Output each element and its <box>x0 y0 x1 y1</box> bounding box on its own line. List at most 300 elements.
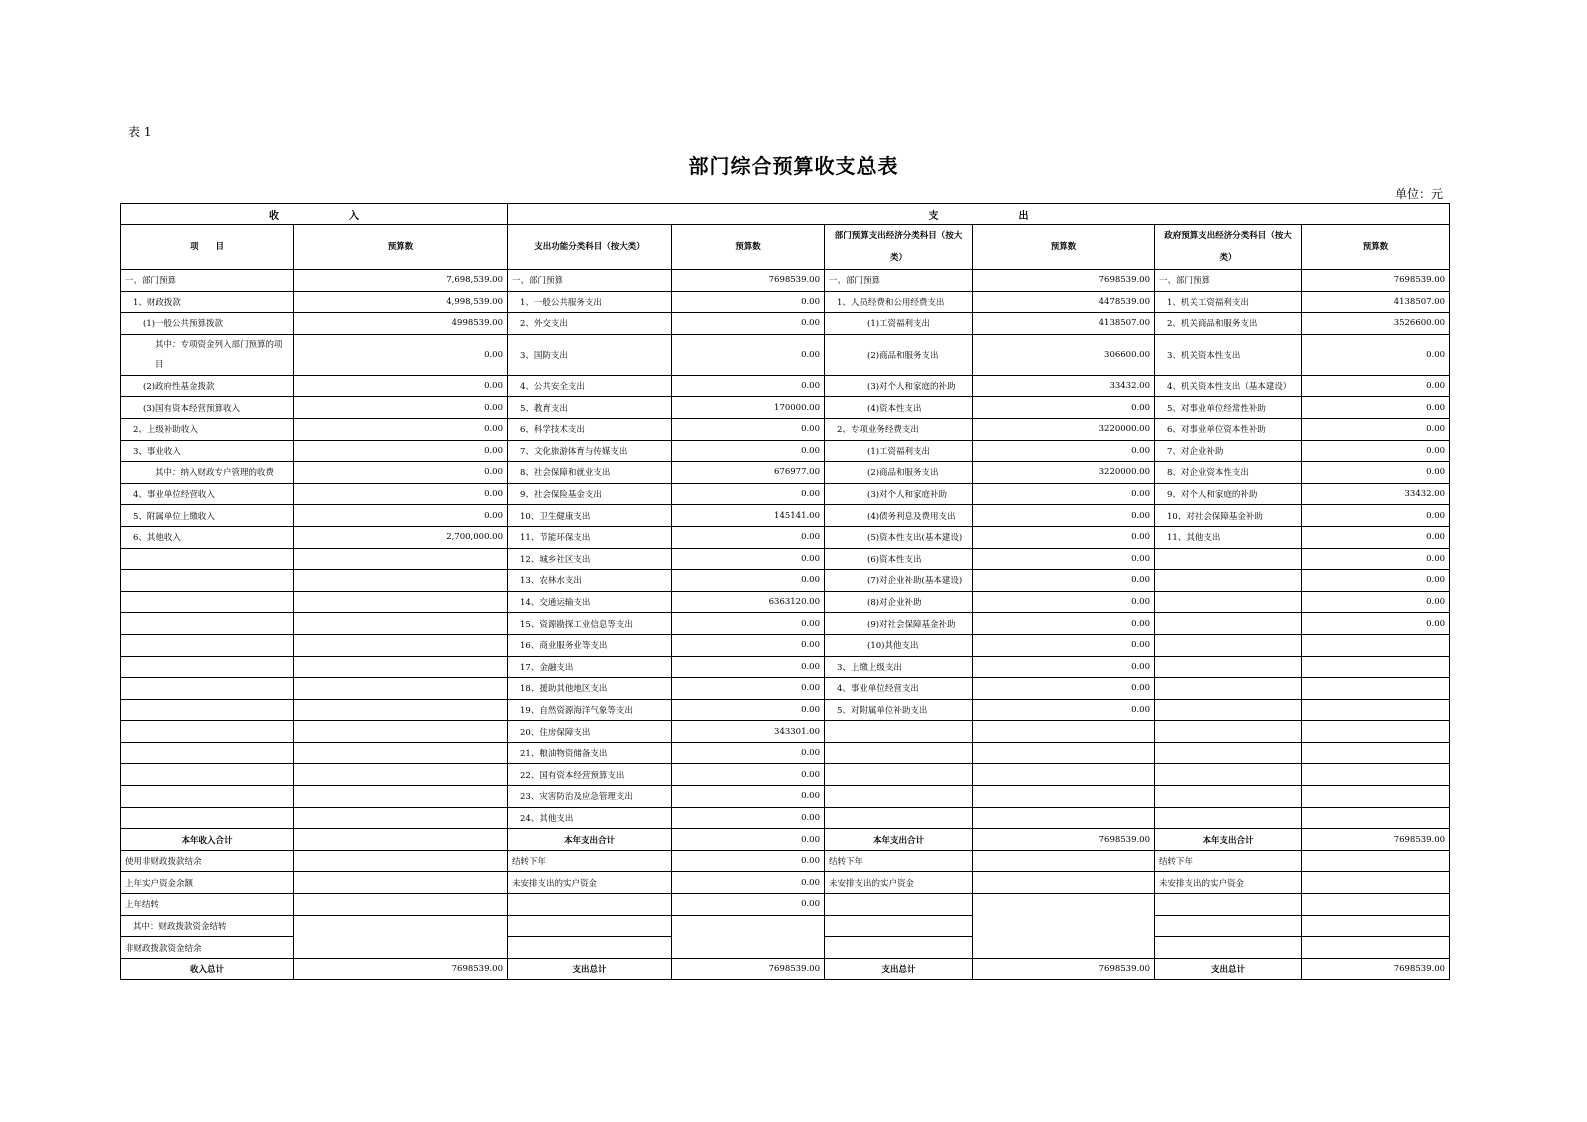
table-row <box>121 462 1450 484</box>
dept-item <box>825 764 973 786</box>
dept-value: 0.00 <box>973 570 1155 592</box>
year-func-total-value: 0.00 <box>672 829 825 851</box>
gov-item <box>1155 699 1302 721</box>
gov-value: 0.00 <box>1302 418 1450 440</box>
dept-value: 3220000.00 <box>973 462 1155 484</box>
func-item: 16、商业服务业等支出 <box>508 634 672 656</box>
year-dept-total-value: 7698539.00 <box>973 829 1155 851</box>
income-item: 4、事业单位经营收入 <box>121 483 294 505</box>
dept-item: (10)其他支出 <box>825 634 973 656</box>
gov-value <box>1302 764 1450 786</box>
func-value: 0.00 <box>672 742 825 764</box>
dept-item: 5、对附属单位补助支出 <box>825 699 973 721</box>
page-title: 部门综合预算收支总表 <box>688 154 899 178</box>
func-item: 5、教育支出 <box>508 397 672 419</box>
table-row <box>121 613 1450 635</box>
extra-row <box>121 872 1450 894</box>
column-header-row <box>121 225 1450 270</box>
income-item <box>121 678 294 700</box>
gov-item <box>1155 742 1302 764</box>
gov-item <box>1155 548 1302 570</box>
income-item: 其中：纳入财政专户管理的收费 <box>121 462 294 484</box>
table-row <box>121 313 1450 335</box>
extra-gov-item <box>1155 937 1302 959</box>
extra-income-item: 非财政拨款资金结余 <box>121 937 294 959</box>
dept-value: 0.00 <box>973 483 1155 505</box>
income-item <box>121 656 294 678</box>
year-dept-total-label: 本年支出合计 <box>825 829 973 851</box>
func-value: 0.00 <box>672 764 825 786</box>
dept-value: 0.00 <box>973 397 1155 419</box>
income-item <box>121 634 294 656</box>
func-item: 11、节能环保支出 <box>508 526 672 548</box>
func-item: 18、援助其他地区支出 <box>508 678 672 700</box>
extra-func-value: 0.00 <box>672 894 825 916</box>
dept-item: (8)对企业补助 <box>825 591 973 613</box>
income-item: (2)政府性基金拨款 <box>121 375 294 397</box>
extra-dept-item: 未安排支出的实户资金 <box>825 872 973 894</box>
income-value: 0.00 <box>294 462 508 484</box>
table-row <box>121 764 1450 786</box>
extra-gov-value <box>1302 894 1450 916</box>
income-value <box>294 570 508 592</box>
func-item: 21、粮油物资储备支出 <box>508 742 672 764</box>
col-header-func: 支出功能分类科目（按大类） <box>508 225 672 270</box>
func-grand-total-value: 7698539.00 <box>672 958 825 980</box>
income-grand-total-value: 7698539.00 <box>294 958 508 980</box>
gov-value: 0.00 <box>1302 440 1450 462</box>
table-row <box>121 742 1450 764</box>
dept-item: (3)对个人和家庭补助 <box>825 483 973 505</box>
gov-item <box>1155 591 1302 613</box>
table-row <box>121 375 1450 397</box>
dept-value: 0.00 <box>973 656 1155 678</box>
year-income-total-label: 本年收入合计 <box>121 829 294 851</box>
func-value: 145141.00 <box>672 505 825 527</box>
func-value: 0.00 <box>672 786 825 808</box>
func-value: 0.00 <box>672 334 825 375</box>
income-value <box>294 678 508 700</box>
table-row <box>121 505 1450 527</box>
income-item <box>121 613 294 635</box>
func-value: 343301.00 <box>672 721 825 743</box>
income-item <box>121 807 294 829</box>
dept-value <box>973 786 1155 808</box>
gov-value <box>1302 742 1450 764</box>
func-value: 0.00 <box>672 483 825 505</box>
func-item: 15、资源勘探工业信息等支出 <box>508 613 672 635</box>
extra-dept-item <box>825 937 973 959</box>
table-row <box>121 807 1450 829</box>
extra-income-item: 上年实户资金余额 <box>121 872 294 894</box>
income-item <box>121 764 294 786</box>
gov-item: 7、对企业补助 <box>1155 440 1302 462</box>
dept-value <box>973 764 1155 786</box>
income-value <box>294 613 508 635</box>
func-item: 2、外交支出 <box>508 313 672 335</box>
year-gov-total-value: 7698539.00 <box>1302 829 1450 851</box>
func-value: 0.00 <box>672 570 825 592</box>
gov-item <box>1155 721 1302 743</box>
func-item: 22、国有资本经营预算支出 <box>508 764 672 786</box>
grand-total-row <box>121 958 1450 980</box>
func-value: 0.00 <box>672 291 825 313</box>
gov-item <box>1155 656 1302 678</box>
table-body <box>121 204 1450 980</box>
func-value: 0.00 <box>672 526 825 548</box>
func-item: 1、一般公共服务支出 <box>508 291 672 313</box>
year-func-total-label: 本年支出合计 <box>508 829 672 851</box>
dept-item: 1、人员经费和公用经费支出 <box>825 291 973 313</box>
income-value <box>294 742 508 764</box>
func-value: 0.00 <box>672 634 825 656</box>
income-value <box>294 786 508 808</box>
col-header-dept-budget: 预算数 <box>973 225 1155 270</box>
table-row <box>121 699 1450 721</box>
gov-item <box>1155 678 1302 700</box>
dept-grand-total-value: 7698539.00 <box>973 958 1155 980</box>
extra-income-item: 上年结转 <box>121 894 294 916</box>
gov-value <box>1302 678 1450 700</box>
dept-value <box>973 807 1155 829</box>
dept-item: (5)资本性支出(基本建设) <box>825 526 973 548</box>
income-value <box>294 764 508 786</box>
income-value: 0.00 <box>294 483 508 505</box>
extra-gov-value <box>1302 872 1450 894</box>
extra-dept-item: 结转下年 <box>825 850 973 872</box>
func-value: 0.00 <box>672 699 825 721</box>
extra-income-item: 使用非财政拨款结余 <box>121 850 294 872</box>
func-item: 3、国防支出 <box>508 334 672 375</box>
dept-value: 0.00 <box>973 699 1155 721</box>
income-item <box>121 742 294 764</box>
gov-value <box>1302 634 1450 656</box>
col-header-func-budget: 预算数 <box>672 225 825 270</box>
func-item: 13、农林水支出 <box>508 570 672 592</box>
func-value: 0.00 <box>672 548 825 570</box>
col-header-item: 项 目 <box>121 225 294 270</box>
col-header-income-budget: 预算数 <box>294 225 508 270</box>
gov-item: 一、部门预算 <box>1155 270 1302 292</box>
gov-value: 3526600.00 <box>1302 313 1450 335</box>
extra-func-item <box>508 937 672 959</box>
gov-value <box>1302 699 1450 721</box>
gov-grand-total-value: 7698539.00 <box>1302 958 1450 980</box>
table-row <box>121 656 1450 678</box>
income-item: 5、附属单位上缴收入 <box>121 505 294 527</box>
dept-item: 3、上缴上级支出 <box>825 656 973 678</box>
func-value: 170000.00 <box>672 397 825 419</box>
income-value <box>294 699 508 721</box>
extra-row <box>121 850 1450 872</box>
income-value: 0.00 <box>294 418 508 440</box>
func-item: 19、自然资源海洋气象等支出 <box>508 699 672 721</box>
dept-value: 0.00 <box>973 613 1155 635</box>
table-row <box>121 570 1450 592</box>
extra-dept-value <box>973 850 1155 872</box>
dept-value: 0.00 <box>973 678 1155 700</box>
dept-item <box>825 786 973 808</box>
col-header-dept-econ: 部门预算支出经济分类科目（按大类） <box>825 225 973 270</box>
year-gov-total-label: 本年支出合计 <box>1155 829 1302 851</box>
extra-income-value <box>294 850 508 872</box>
extra-func-item <box>508 894 672 916</box>
table-row <box>121 270 1450 292</box>
year-total-row <box>121 829 1450 851</box>
income-item: 1、财政拨款 <box>121 291 294 313</box>
income-value: 7,698,539.00 <box>294 270 508 292</box>
table-row <box>121 397 1450 419</box>
col-header-gov-econ: 政府预算支出经济分类科目（按大类） <box>1155 225 1302 270</box>
dept-value: 0.00 <box>973 505 1155 527</box>
table-row <box>121 786 1450 808</box>
unit-label: 单位：元 <box>1395 187 1444 201</box>
income-value: 0.00 <box>294 440 508 462</box>
dept-value: 3220000.00 <box>973 418 1155 440</box>
dept-item: (7)对企业补助(基本建设) <box>825 570 973 592</box>
income-item: 6、其他收入 <box>121 526 294 548</box>
income-value <box>294 591 508 613</box>
gov-value: 0.00 <box>1302 397 1450 419</box>
income-item <box>121 570 294 592</box>
gov-value: 0.00 <box>1302 526 1450 548</box>
func-value: 0.00 <box>672 313 825 335</box>
func-value: 0.00 <box>672 375 825 397</box>
table-row <box>121 440 1450 462</box>
gov-value: 4138507.00 <box>1302 291 1450 313</box>
income-value <box>294 656 508 678</box>
dept-value: 0.00 <box>973 634 1155 656</box>
dept-value: 0.00 <box>973 526 1155 548</box>
income-item: 3、事业收入 <box>121 440 294 462</box>
income-value: 0.00 <box>294 334 508 375</box>
gov-item: 1、机关工资福利支出 <box>1155 291 1302 313</box>
dept-item <box>825 807 973 829</box>
extra-gov-value <box>1302 850 1450 872</box>
budget-table <box>120 203 1450 980</box>
gov-item: 10、对社会保障基金补助 <box>1155 505 1302 527</box>
gov-value: 33432.00 <box>1302 483 1450 505</box>
extra-dept-item <box>825 894 973 916</box>
dept-item: (9)对社会保障基金补助 <box>825 613 973 635</box>
table-row <box>121 291 1450 313</box>
extra-func-item: 未安排支出的实户资金 <box>508 872 672 894</box>
gov-grand-total-label: 支出总计 <box>1155 958 1302 980</box>
income-value <box>294 807 508 829</box>
extra-func-value: 0.00 <box>672 872 825 894</box>
income-value <box>294 634 508 656</box>
gov-item <box>1155 634 1302 656</box>
func-value: 676977.00 <box>672 462 825 484</box>
dept-item: (2)商品和服务支出 <box>825 462 973 484</box>
income-item: (1)一般公共预算拨款 <box>121 313 294 335</box>
gov-item <box>1155 570 1302 592</box>
func-value: 0.00 <box>672 678 825 700</box>
gov-item: 8、对企业资本性支出 <box>1155 462 1302 484</box>
income-item: 一、部门预算 <box>121 270 294 292</box>
extra-dept-value <box>973 872 1155 894</box>
dept-item: (4)债务利息及费用支出 <box>825 505 973 527</box>
extra-gov-item: 未安排支出的实户资金 <box>1155 872 1302 894</box>
income-item <box>121 591 294 613</box>
func-item: 4、公共安全支出 <box>508 375 672 397</box>
dept-item: (6)资本性支出 <box>825 548 973 570</box>
income-value: 0.00 <box>294 375 508 397</box>
extra-dept-item <box>825 915 973 937</box>
gov-value: 0.00 <box>1302 591 1450 613</box>
table-number: 表 1 <box>128 125 152 139</box>
extra-gov-value <box>1302 937 1450 959</box>
func-value: 0.00 <box>672 418 825 440</box>
extra-income-value <box>294 894 508 916</box>
func-item: 9、社会保险基金支出 <box>508 483 672 505</box>
func-item: 14、交通运输支出 <box>508 591 672 613</box>
func-item: 12、城乡社区支出 <box>508 548 672 570</box>
income-item: 2、上级补助收入 <box>121 418 294 440</box>
func-item: 24、其他支出 <box>508 807 672 829</box>
table-row <box>121 721 1450 743</box>
table-row <box>121 483 1450 505</box>
dept-value: 33432.00 <box>973 375 1155 397</box>
extra-row <box>121 894 1450 916</box>
func-value: 0.00 <box>672 440 825 462</box>
gov-item: 5、对事业单位经常性补助 <box>1155 397 1302 419</box>
func-value: 6363120.00 <box>672 591 825 613</box>
extra-func-item: 结转下年 <box>508 850 672 872</box>
dept-value <box>973 742 1155 764</box>
extra-income-value <box>294 915 508 958</box>
table-row <box>121 418 1450 440</box>
gov-item <box>1155 786 1302 808</box>
func-item: 17、金融支出 <box>508 656 672 678</box>
dept-grand-total-label: 支出总计 <box>825 958 973 980</box>
expense-section-header: 支 出 <box>508 204 1450 225</box>
gov-value: 0.00 <box>1302 505 1450 527</box>
gov-value: 0.00 <box>1302 462 1450 484</box>
gov-item: 2、机关商品和服务支出 <box>1155 313 1302 335</box>
dept-item: (3)对个人和家庭的补助 <box>825 375 973 397</box>
func-item: 20、住房保障支出 <box>508 721 672 743</box>
table-row <box>121 334 1450 375</box>
year-income-total-value <box>294 829 508 851</box>
extra-gov-value <box>1302 915 1450 937</box>
extra-income-value <box>294 872 508 894</box>
gov-value: 0.00 <box>1302 334 1450 375</box>
gov-item <box>1155 807 1302 829</box>
gov-value: 0.00 <box>1302 548 1450 570</box>
section-header-row <box>121 204 1450 225</box>
func-item: 7、文化旅游体育与传媒支出 <box>508 440 672 462</box>
dept-value: 7698539.00 <box>973 270 1155 292</box>
gov-value <box>1302 786 1450 808</box>
income-item <box>121 721 294 743</box>
income-value: 0.00 <box>294 397 508 419</box>
func-item: 10、卫生健康支出 <box>508 505 672 527</box>
func-grand-total-label: 支出总计 <box>508 958 672 980</box>
table-row <box>121 548 1450 570</box>
func-value: 0.00 <box>672 613 825 635</box>
dept-value <box>973 721 1155 743</box>
gov-item <box>1155 764 1302 786</box>
income-grand-total-label: 收入总计 <box>121 958 294 980</box>
income-item: (3)国有资本经营预算收入 <box>121 397 294 419</box>
func-value: 0.00 <box>672 656 825 678</box>
gov-value <box>1302 807 1450 829</box>
gov-value: 7698539.00 <box>1302 270 1450 292</box>
dept-item: 一、部门预算 <box>825 270 973 292</box>
func-item: 8、社会保障和就业支出 <box>508 462 672 484</box>
dept-value: 0.00 <box>973 440 1155 462</box>
dept-value: 306600.00 <box>973 334 1155 375</box>
income-item <box>121 786 294 808</box>
table-row <box>121 591 1450 613</box>
income-item <box>121 699 294 721</box>
income-item: 其中：专项资金列入部门预算的项目 <box>121 334 294 375</box>
extra-func-item <box>508 915 672 937</box>
dept-value: 0.00 <box>973 591 1155 613</box>
extra-gov-item <box>1155 915 1302 937</box>
gov-item: 11、其他支出 <box>1155 526 1302 548</box>
dept-item <box>825 721 973 743</box>
func-value: 7698539.00 <box>672 270 825 292</box>
dept-value: 4138507.00 <box>973 313 1155 335</box>
income-value: 4,998,539.00 <box>294 291 508 313</box>
dept-value: 0.00 <box>973 548 1155 570</box>
dept-item: (1)工资福利支出 <box>825 440 973 462</box>
income-item <box>121 548 294 570</box>
func-item: 23、灾害防治及应急管理支出 <box>508 786 672 808</box>
extra-dept-value <box>973 894 1155 959</box>
dept-item: 4、事业单位经营支出 <box>825 678 973 700</box>
gov-item: 9、对个人和家庭的补助 <box>1155 483 1302 505</box>
gov-item: 4、机关资本性支出（基本建设） <box>1155 375 1302 397</box>
func-item: 一、部门预算 <box>508 270 672 292</box>
extra-gov-item: 结转下年 <box>1155 850 1302 872</box>
dept-item: (2)商品和服务支出 <box>825 334 973 375</box>
dept-item <box>825 742 973 764</box>
extra-row <box>121 915 1450 937</box>
income-value <box>294 548 508 570</box>
gov-value: 0.00 <box>1302 613 1450 635</box>
extra-func-value: 0.00 <box>672 850 825 872</box>
income-value: 4998539.00 <box>294 313 508 335</box>
income-value <box>294 721 508 743</box>
extra-income-item: 其中：财政拨款资金结转 <box>121 915 294 937</box>
income-value: 0.00 <box>294 505 508 527</box>
table-row <box>121 634 1450 656</box>
func-item: 6、科学技术支出 <box>508 418 672 440</box>
gov-item: 3、机关资本性支出 <box>1155 334 1302 375</box>
gov-item <box>1155 613 1302 635</box>
dept-item: (4)资本性支出 <box>825 397 973 419</box>
func-value: 0.00 <box>672 807 825 829</box>
dept-value: 4478539.00 <box>973 291 1155 313</box>
extra-gov-item <box>1155 894 1302 916</box>
table-row <box>121 526 1450 548</box>
gov-item: 6、对事业单位资本性补助 <box>1155 418 1302 440</box>
table-row <box>121 678 1450 700</box>
gov-value <box>1302 721 1450 743</box>
gov-value: 0.00 <box>1302 570 1450 592</box>
dept-item: 2、专项业务经费支出 <box>825 418 973 440</box>
gov-value: 0.00 <box>1302 375 1450 397</box>
extra-func-value <box>672 915 825 958</box>
income-value: 2,700,000.00 <box>294 526 508 548</box>
dept-item: (1)工资福利支出 <box>825 313 973 335</box>
gov-value <box>1302 656 1450 678</box>
income-section-header: 收 入 <box>121 204 508 225</box>
col-header-gov-budget: 预算数 <box>1302 225 1450 270</box>
